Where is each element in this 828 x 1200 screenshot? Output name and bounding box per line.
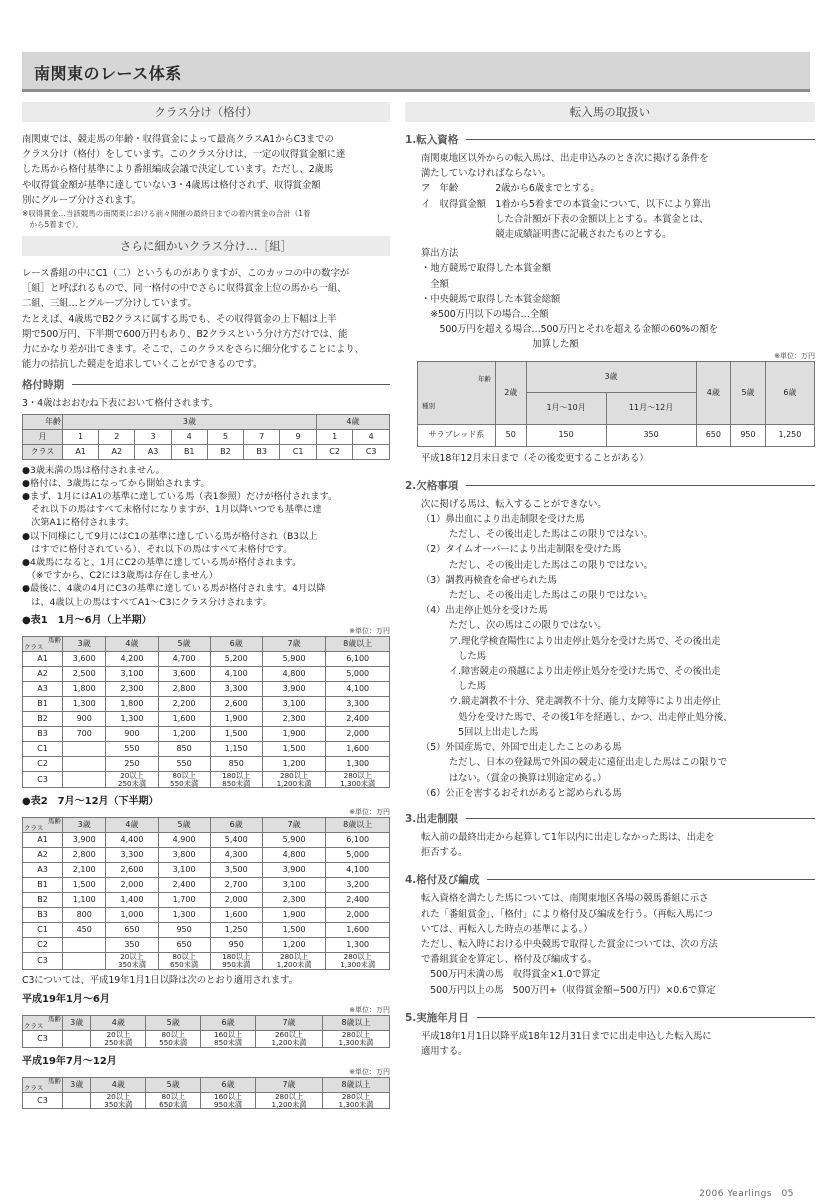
table-cell: 280以上 1,300未満 xyxy=(326,953,390,970)
s1-heading: 1.転入資格 xyxy=(405,132,815,147)
header-row xyxy=(23,1077,390,1092)
column-header: 4歳 xyxy=(106,818,158,833)
timing-table xyxy=(22,414,390,460)
table-cell: 1,600 xyxy=(210,908,262,923)
corner-age-label: 馬齢 xyxy=(48,817,61,826)
column-header: 8歳以上 xyxy=(326,818,390,833)
table-corner xyxy=(23,1016,63,1031)
table1-unit: ※単位：万円 xyxy=(349,626,390,635)
table-cell: 5,000 xyxy=(326,666,390,681)
table-cell: 1,600 xyxy=(326,741,390,756)
table-cell: 1,800 xyxy=(106,696,158,711)
timing-age-label: 年齢 xyxy=(23,414,63,429)
row-class-label: B2 xyxy=(23,893,63,908)
s4-text: 転入資格を満たした馬については、南関東地区各場の競馬番組に示さ れた「番組賞金」、「格付」により格付及び編成を行う。（再転入馬につ いては、再転入した時点の基準による。） ただし、転入時における中央競馬で取得した賞金については、次の方法 で番組賞金を算定し、格付及び編成する。 500万円未満の馬 収得賞金×1.0で算定 500万円以上の馬 500万円+（収得賞金額−500万円）×0.6で算定 xyxy=(421,893,718,996)
table-cell: 20以上 350未満 xyxy=(106,953,158,970)
row-class-label: A3 xyxy=(23,863,63,878)
table-cell: 6,100 xyxy=(326,833,390,848)
column-header: 3歳 xyxy=(63,636,106,651)
table-cell: 1,500 xyxy=(210,726,262,741)
table-row-c3 xyxy=(23,771,390,788)
table-cell: 2,000 xyxy=(106,878,158,893)
timing-months-row xyxy=(23,429,390,444)
row-class-label: B2 xyxy=(23,711,63,726)
column-header: 5歳 xyxy=(158,636,210,651)
bullet-item: ●最後に、4歳の4月にC3の基準に達している馬が格付されます。4月以降 は、4歳以上の馬はすべてA1〜C3にクラス分けされます。 xyxy=(22,583,326,608)
table-cell: 650 xyxy=(158,938,210,953)
table-cell: 2,500 xyxy=(63,666,106,681)
table-cell: 3,900 xyxy=(63,833,106,848)
timing-month: 4 xyxy=(353,429,390,444)
column-header: 5歳 xyxy=(158,818,210,833)
table-row xyxy=(23,893,390,908)
s1-unit: ※単位：万円 xyxy=(774,351,815,360)
timing-age3: 3歳 xyxy=(63,414,317,429)
table-cell: 3,900 xyxy=(262,863,326,878)
table-cell: 3,100 xyxy=(158,863,210,878)
row-class-label: C1 xyxy=(23,923,63,938)
corner-class-label: クラス xyxy=(24,824,44,833)
table-row xyxy=(23,741,390,756)
class-section-title: クラス分け（格付） xyxy=(22,102,390,122)
timing-month: 9 xyxy=(280,429,317,444)
corner-age-label: 馬齢 xyxy=(48,1015,61,1024)
table2-unit: ※単位：万円 xyxy=(349,808,390,817)
table-cell: 1,200 xyxy=(262,756,326,771)
table-cell: 160以上 950未満 xyxy=(201,1092,256,1109)
timing-month: 1 xyxy=(63,429,99,444)
row-class-label: A2 xyxy=(23,848,63,863)
transfer-row-label: サラブレッド系 xyxy=(418,424,496,446)
table-cell: 950 xyxy=(158,923,210,938)
table-cell: 3,300 xyxy=(106,848,158,863)
table4 xyxy=(22,1077,390,1110)
s2-text: 次に掲げる馬は、転入することができない。 （1）鼻出血により出走制限を受けた馬 ただし、その後出走した馬はこの限りではない。 （2）タイムオーバーにより出走制限を受けた馬 ただし、その後出走した馬はこの限りではない。 （3）調教再検査を命ぜられた馬 ただし、その後出走した馬はこの限りではない。 （4）出走停止処分を受けた馬 ただし、次の馬はこの限りではない。 ア.理化学検査陽性により出走停止処分を受けた馬で、その後出走 した馬 イ.障害競走の飛越により出走停止処分を受けた馬で、その後出走 した馬 ウ.競走調教不十分、発走調教不十分、能力支障等により出走停止 処分を受けた馬で、その後1年を経過し、かつ、出走停止処分後、 5回以上出走した馬 （5）外国産馬で、外国で出走したことのある馬 ただし、日本の登録馬で外国の競走に遠征出走した馬はこの限りで はない。（賞金の換算は別途定める。） （6）公正を害するおそれがあると認められる馬 xyxy=(421,498,733,799)
row-class-label: A1 xyxy=(23,833,63,848)
table1 xyxy=(22,636,390,789)
table-cell: 20以上 250未満 xyxy=(91,1031,146,1048)
column-header: 7歳 xyxy=(262,636,326,651)
row-class-label: C1 xyxy=(23,741,63,756)
right-column xyxy=(405,96,815,1059)
s3-text: 転入前の最終出走から起算して1年以内に出走しなかった馬は、出走を 拒否する。 xyxy=(421,831,715,859)
bullet-item: ●4歳馬になると、1月にC2の基準に達している馬が格付されます。 （※ですから、C2には3歳馬は存在しません） xyxy=(22,557,302,582)
column-header: 7歳 xyxy=(262,818,326,833)
timing-month: 7 xyxy=(244,429,280,444)
table4-caption: 平成19年7月〜12月 xyxy=(22,1055,117,1067)
header-row xyxy=(23,818,390,833)
table-cell xyxy=(63,1092,91,1109)
column-header: 8歳以上 xyxy=(326,636,390,651)
table-cell: 3,600 xyxy=(63,651,106,666)
table-cell: 2,300 xyxy=(262,893,326,908)
transfer-cell: 350 xyxy=(606,424,696,446)
table-cell: 5,900 xyxy=(262,651,326,666)
page-footer: 2006 Yearlings 05 xyxy=(699,1189,794,1199)
table3-unit: ※単位：万円 xyxy=(349,1006,390,1015)
timing-month: 5 xyxy=(207,429,243,444)
table-cell: 4,300 xyxy=(210,848,262,863)
table-row xyxy=(23,651,390,666)
column-header: 7歳 xyxy=(256,1077,323,1092)
table-cell: 4,900 xyxy=(158,833,210,848)
table-corner xyxy=(23,818,63,833)
table-cell: 280以上 1,200未満 xyxy=(262,771,326,788)
table-row xyxy=(23,833,390,848)
table-cell: 180以上 950未満 xyxy=(210,953,262,970)
table-cell xyxy=(63,741,106,756)
transfer-h-3: 3歳 xyxy=(526,361,696,393)
timing-month: 2 xyxy=(99,429,135,444)
corner-class-label: クラス xyxy=(24,1083,44,1092)
table-cell: 1,600 xyxy=(158,711,210,726)
table-cell: 3,100 xyxy=(262,878,326,893)
transfer-h-5: 5歳 xyxy=(731,361,766,424)
transfer-cell: 950 xyxy=(731,424,766,446)
table-cell: 1,150 xyxy=(210,741,262,756)
timing-class: A2 xyxy=(99,444,135,459)
table-cell: 1,900 xyxy=(262,908,326,923)
c3-note: C3については、平成19年1月1日以降は次のとおり適用されます。 xyxy=(22,975,298,987)
table-cell: 1,200 xyxy=(158,726,210,741)
bullet-item: ●まず、1月にはA1の基準に達している馬（表1参照）だけが格付されます。 それ以下の馬はすべて未格付になりますが、1月以降いつでも基準に達 次第A1に格付されます。 xyxy=(22,491,338,529)
table-cell: 2,800 xyxy=(63,848,106,863)
timing-month: 4 xyxy=(171,429,207,444)
transfer-h-6: 6歳 xyxy=(765,361,814,424)
bullet-item: ●3歳未満の馬は格付されません。 xyxy=(22,464,166,476)
timing-heading: 格付時期 xyxy=(22,377,390,392)
table3-caption: 平成19年1月〜6月 xyxy=(22,994,110,1006)
table-cell: 1,300 xyxy=(326,938,390,953)
table-cell: 1,300 xyxy=(326,756,390,771)
table-cell: 1,000 xyxy=(106,908,158,923)
table-cell: 1,500 xyxy=(262,923,326,938)
table-cell: 2,400 xyxy=(326,893,390,908)
s2-heading: 2.欠格事項 xyxy=(405,478,815,493)
table-cell: 900 xyxy=(106,726,158,741)
table-cell: 2,600 xyxy=(106,863,158,878)
table-cell: 280以上 1,200未満 xyxy=(262,953,326,970)
table-cell: 5,200 xyxy=(210,651,262,666)
table-cell: 4,100 xyxy=(326,863,390,878)
transfer-sub-2: 11月〜12月 xyxy=(606,393,696,425)
row-class-label: C2 xyxy=(23,938,63,953)
row-class-label: A3 xyxy=(23,681,63,696)
table-row xyxy=(23,863,390,878)
corner-class-label: クラス xyxy=(24,642,44,651)
table4-unit: ※単位：万円 xyxy=(349,1067,390,1076)
table-cell: 2,200 xyxy=(158,696,210,711)
table-row xyxy=(23,1092,390,1109)
timing-class: C1 xyxy=(280,444,317,459)
table-cell: 2,700 xyxy=(210,878,262,893)
table-cell: 280以上 1,300未満 xyxy=(326,771,390,788)
table-cell: 3,800 xyxy=(158,848,210,863)
row-class-label: C3 xyxy=(23,953,63,970)
table-cell: 4,200 xyxy=(106,651,158,666)
table-cell: 4,100 xyxy=(326,681,390,696)
table-cell: 2,400 xyxy=(326,711,390,726)
table-cell: 1,250 xyxy=(210,923,262,938)
table-cell: 180以上 850未満 xyxy=(210,771,262,788)
table-cell: 1,400 xyxy=(106,893,158,908)
table-cell: 2,800 xyxy=(158,681,210,696)
kumi-section-text: レース番組の中にC1（二）というものがありますが、このカッコの中の数字が ［組］と呼ばれるもので、同一格付の中でさらに収得賞金上位の馬から一組、 二組、三組…とグループ分けしています。 たとえば、4歳馬でB2クラスに属する馬でも、その収得賞金の上下幅は上半 期で500万円、下半期で600万円もあり、B2クラスという分け方だけでは、能 力にかなり差が出てきます。そこで、このクラスをさらに細分化することにより、 能力の拮抗した競走を追求していくことができるのです。 xyxy=(22,268,364,371)
row-class-label: B3 xyxy=(23,726,63,741)
class-section-text: 南関東では、競走馬の年齢・収得賞金によって最高クラスA1からC3までの クラス分け（格付）をしています。このクラス分けは、一定の収得賞金額に達 した馬から格付基準により番組編成会議で決定しています。ただし、2歳馬 や収得賞金額が基準に達していない3・4歳馬は格付されず、収得賞金額 別にグループ分けされます。 xyxy=(22,134,346,206)
table-cell xyxy=(63,938,106,953)
column-header: 4歳 xyxy=(106,636,158,651)
column-header: 7歳 xyxy=(256,1016,323,1031)
transfer-section-title: 転入馬の取扱い xyxy=(405,102,815,122)
table-cell: 1,900 xyxy=(210,711,262,726)
row-class-label: A2 xyxy=(23,666,63,681)
table-cell: 2,300 xyxy=(262,711,326,726)
timing-month: 3 xyxy=(135,429,171,444)
table-cell: 5,000 xyxy=(326,848,390,863)
timing-class-row xyxy=(23,444,390,459)
table2 xyxy=(22,817,390,970)
table-cell xyxy=(63,1031,91,1048)
table-cell: 4,400 xyxy=(106,833,158,848)
table-cell: 280以上 1,300未満 xyxy=(322,1031,389,1048)
table-cell: 1,800 xyxy=(63,681,106,696)
table2-caption: ●表2 7月〜12月（下半期） xyxy=(22,796,159,808)
transfer-cell: 1,250 xyxy=(765,424,814,446)
table-cell: 4,700 xyxy=(158,651,210,666)
corner-age-label: 馬齢 xyxy=(48,1076,61,1085)
transfer-table xyxy=(417,361,815,447)
s3-heading: 3.出走制限 xyxy=(405,811,815,826)
transfer-sub-1: 1月〜10月 xyxy=(526,393,606,425)
column-header: 6歳 xyxy=(201,1077,256,1092)
table-row xyxy=(23,756,390,771)
column-header: 4歳 xyxy=(91,1077,146,1092)
table-cell: 2,300 xyxy=(106,681,158,696)
table-cell: 2,000 xyxy=(326,726,390,741)
table-cell: 20以上 350未満 xyxy=(91,1092,146,1109)
timing-class: B1 xyxy=(171,444,207,459)
table-cell: 900 xyxy=(63,711,106,726)
bullet-item: ●格付は、3歳馬になってから開始されます。 xyxy=(22,477,210,489)
header-row xyxy=(23,636,390,651)
table1-caption: ●表1 1月〜6月（上半期） xyxy=(22,614,152,626)
table-cell: 1,300 xyxy=(106,711,158,726)
column-header: 3歳 xyxy=(63,1016,91,1031)
timing-class: A3 xyxy=(135,444,171,459)
table-cell: 2,100 xyxy=(63,863,106,878)
column-header: 6歳 xyxy=(210,818,262,833)
transfer-h-2: 2歳 xyxy=(496,361,527,424)
table-cell: 3,300 xyxy=(210,681,262,696)
transfer-h-4: 4歳 xyxy=(696,361,731,424)
row-class-label: C3 xyxy=(23,1031,63,1048)
table-cell: 3,100 xyxy=(262,696,326,711)
table-cell: 80以上 650未満 xyxy=(146,1092,201,1109)
table-row xyxy=(23,1031,390,1048)
table-cell: 5,400 xyxy=(210,833,262,848)
s1-calc: 算出方法 ・地方競馬で取得した本賞金額 全額 ・中央競馬で取得した本賞金総額 ※500万円以下の場合…全額 500万円を超える場合…500万円とそれを超える金額の60%の額を 加算した額 xyxy=(421,248,718,351)
transfer-kind-label: 種別 xyxy=(422,401,435,410)
table-cell: 2,400 xyxy=(158,878,210,893)
table-cell xyxy=(63,756,106,771)
row-class-label: C3 xyxy=(23,771,63,788)
table-cell: 4,800 xyxy=(262,848,326,863)
table-cell: 700 xyxy=(63,726,106,741)
table-cell xyxy=(63,771,106,788)
table-row xyxy=(23,681,390,696)
kumi-section-title: さらに細かいクラス分け…［組］ xyxy=(22,236,390,256)
main-title-bar xyxy=(22,52,810,92)
table-cell: 800 xyxy=(63,908,106,923)
s4-heading: 4.格付及び編成 xyxy=(405,872,815,887)
table-row xyxy=(23,696,390,711)
table-cell: 5,900 xyxy=(262,833,326,848)
table-cell: 350 xyxy=(106,938,158,953)
table-cell: 950 xyxy=(210,938,262,953)
table-cell: 3,500 xyxy=(210,863,262,878)
page-title: 南関東のレース体系 xyxy=(34,64,182,83)
column-header: 8歳以上 xyxy=(322,1077,389,1092)
table-cell: 1,200 xyxy=(262,938,326,953)
table-cell: 20以上 250未満 xyxy=(106,771,158,788)
column-header: 4歳 xyxy=(91,1016,146,1031)
row-class-label: C3 xyxy=(23,1092,63,1109)
timing-class: C2 xyxy=(316,444,353,459)
s1-after: 平成18年12月末日まで（その後変更することがある） xyxy=(421,452,649,464)
table-cell: 80以上 550未満 xyxy=(146,1031,201,1048)
table-cell: 3,600 xyxy=(158,666,210,681)
transfer-table-corner xyxy=(418,361,496,424)
transfer-age-label: 年齢 xyxy=(478,374,491,383)
transfer-cell: 650 xyxy=(696,424,731,446)
table-cell: 1,500 xyxy=(63,878,106,893)
table-cell: 1,300 xyxy=(63,696,106,711)
left-column xyxy=(22,96,390,1109)
table-cell: 250 xyxy=(106,756,158,771)
table-cell: 650 xyxy=(106,923,158,938)
column-header: 6歳 xyxy=(201,1016,256,1031)
table-cell: 6,100 xyxy=(326,651,390,666)
table-cell: 2,600 xyxy=(210,696,262,711)
table-cell: 280以上 1,300未満 xyxy=(322,1092,389,1109)
table-cell: 2,000 xyxy=(326,908,390,923)
row-class-label: B1 xyxy=(23,878,63,893)
timing-class: A1 xyxy=(63,444,99,459)
table-row xyxy=(23,726,390,741)
table-cell: 550 xyxy=(106,741,158,756)
class-section-note: ※収得賞金…当該競馬の南関東における前々開催の最終日までの着内賞金の合計（1着 から5着まで）。 xyxy=(22,209,311,230)
table-cell: 4,800 xyxy=(262,666,326,681)
s5-heading: 5.実施年月日 xyxy=(405,1010,815,1025)
timing-class: B2 xyxy=(207,444,243,459)
table-cell: 1,300 xyxy=(158,908,210,923)
row-class-label: A1 xyxy=(23,651,63,666)
table-cell: 3,100 xyxy=(106,666,158,681)
column-header: 3歳 xyxy=(63,818,106,833)
table-cell: 260以上 1,200未満 xyxy=(256,1031,323,1048)
table-row xyxy=(23,923,390,938)
transfer-cell: 150 xyxy=(526,424,606,446)
column-header: 8歳以上 xyxy=(322,1016,389,1031)
column-header: 3歳 xyxy=(63,1077,91,1092)
table-cell: 280以上 1,200未満 xyxy=(256,1092,323,1109)
table-cell: 3,200 xyxy=(326,878,390,893)
table-row xyxy=(23,711,390,726)
table-cell: 850 xyxy=(158,741,210,756)
table-cell: 1,700 xyxy=(158,893,210,908)
corner-age-label: 馬齢 xyxy=(48,635,61,644)
table-cell: 1,900 xyxy=(262,726,326,741)
table-row xyxy=(23,878,390,893)
transfer-cell: 50 xyxy=(496,424,527,446)
table-cell xyxy=(63,953,106,970)
corner-class-label: クラス xyxy=(24,1022,44,1031)
timing-class: B3 xyxy=(244,444,280,459)
table3 xyxy=(22,1015,390,1048)
table-cell: 2,000 xyxy=(210,893,262,908)
table-cell: 80以上 550未満 xyxy=(158,771,210,788)
column-header: 6歳 xyxy=(210,636,262,651)
column-header: 5歳 xyxy=(146,1016,201,1031)
table-cell: 80以上 650未満 xyxy=(158,953,210,970)
timing-age4: 4歳 xyxy=(316,414,389,429)
table-cell: 1,100 xyxy=(63,893,106,908)
row-class-label: B1 xyxy=(23,696,63,711)
table-cell: 4,100 xyxy=(210,666,262,681)
table-cell: 3,900 xyxy=(262,681,326,696)
row-class-label: C2 xyxy=(23,756,63,771)
table-row xyxy=(23,908,390,923)
timing-month-label: 月 xyxy=(23,429,63,444)
table-corner xyxy=(23,1077,63,1092)
table-row xyxy=(23,848,390,863)
table-cell: 160以上 850未満 xyxy=(201,1031,256,1048)
column-header: 5歳 xyxy=(146,1077,201,1092)
table-row xyxy=(23,938,390,953)
table-cell: 1,600 xyxy=(326,923,390,938)
timing-month: 1 xyxy=(316,429,353,444)
bullet-item: ●以下同様にして9月にはC1の基準に達している馬が格付され（B3以上 はすでに格付されている）、それ以下の馬はすべて未格付です。 xyxy=(22,530,318,555)
table-cell: 550 xyxy=(158,756,210,771)
table-cell: 3,300 xyxy=(326,696,390,711)
table-cell: 1,500 xyxy=(262,741,326,756)
s1-text: 南関東地区以外からの転入馬は、出走申込みのとき次に掲げる条件を 満たしていなければならない。 ア 年齢 2歳から6歳までとする。 イ 収得賞金額 1着から5着までの本賞金について、以下により算出 した合計額が下表の金額以上とする。本賞金とは、 競走成績証明書に記載されたものとする。 xyxy=(421,153,711,241)
row-class-label: B3 xyxy=(23,908,63,923)
table-cell: 850 xyxy=(210,756,262,771)
timing-class-label: クラス xyxy=(23,444,63,459)
timing-text: 3・4歳はおおむね下表において格付されます。 xyxy=(22,398,219,410)
table-cell: 450 xyxy=(63,923,106,938)
header-row xyxy=(23,1016,390,1031)
table-corner xyxy=(23,636,63,651)
timing-class: C3 xyxy=(353,444,390,459)
table-row xyxy=(23,666,390,681)
s5-text: 平成18年1月1日以降平成18年12月31日までに出走申込した転入馬に 適用する。 xyxy=(421,1030,712,1057)
table-row-c3 xyxy=(23,953,390,970)
